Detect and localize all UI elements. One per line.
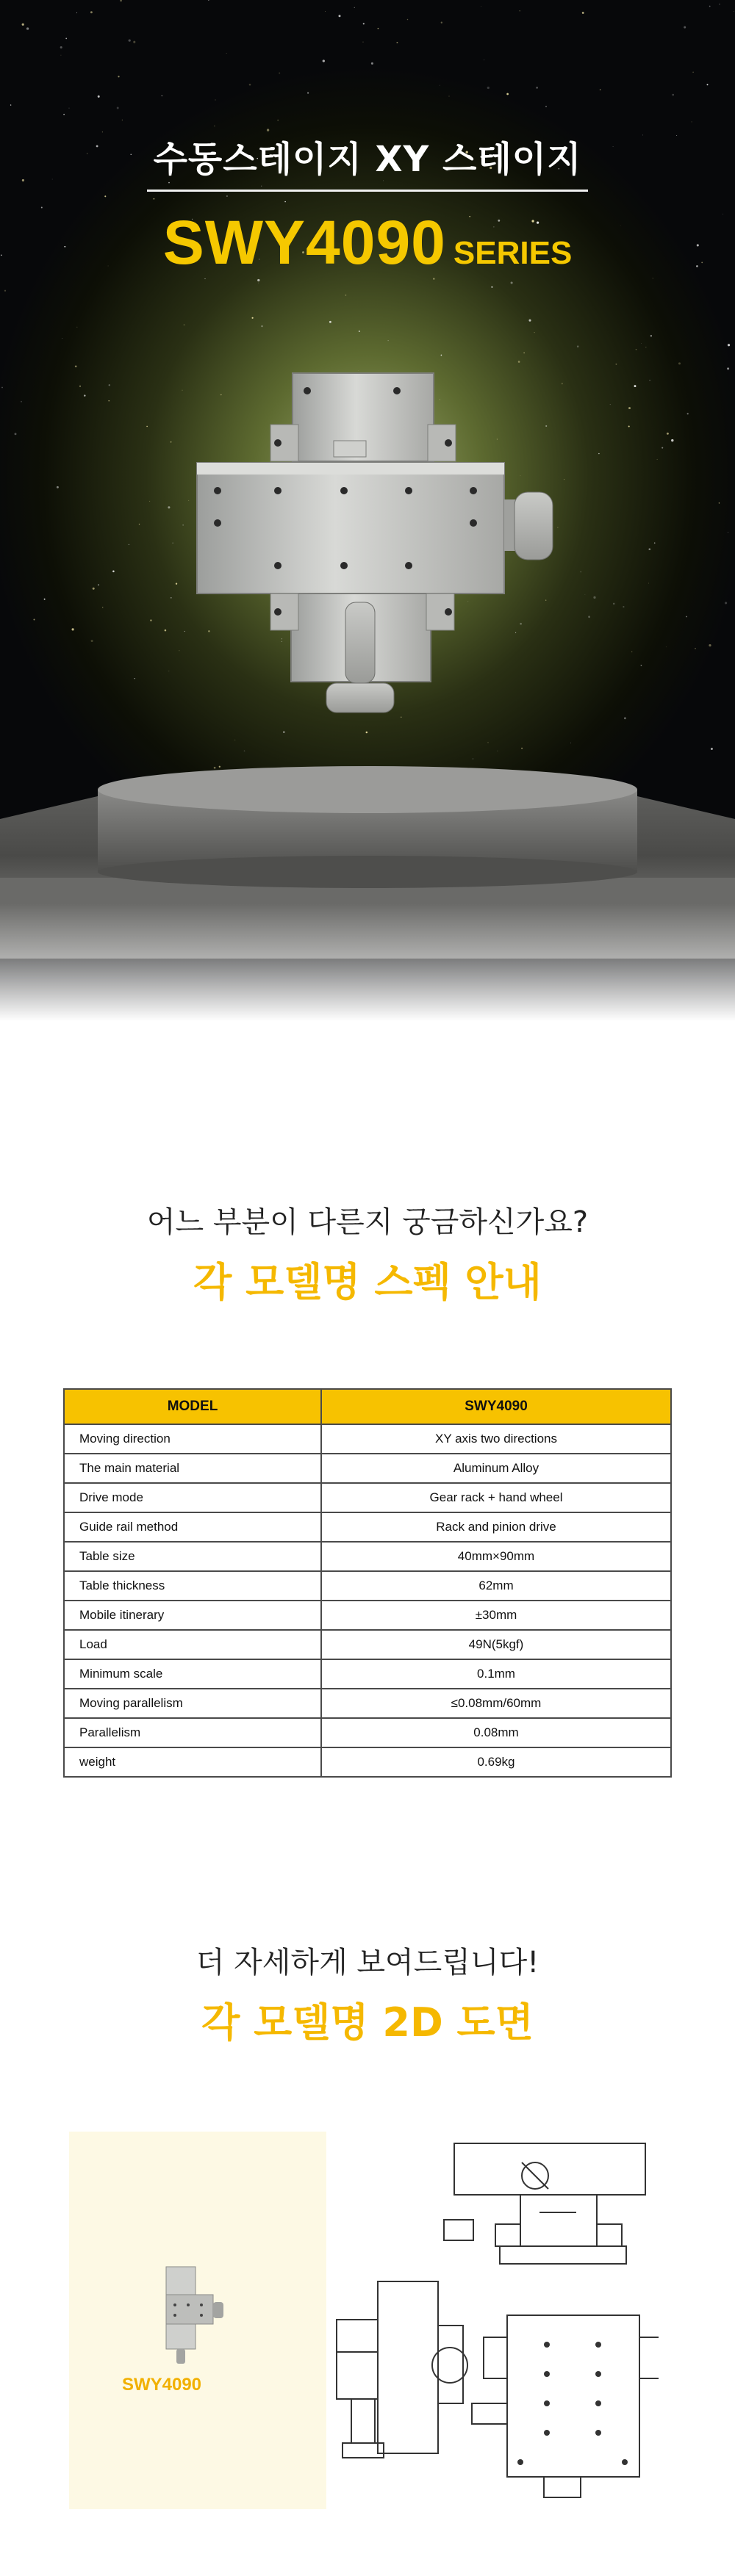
product-thumbnail <box>69 2132 326 2509</box>
display-podium <box>98 766 637 888</box>
spec-intro <box>0 1199 735 1307</box>
hero-title: 수동스테이지 XY 스테이지 <box>153 139 582 180</box>
hero-banner <box>0 0 735 1021</box>
xy-stage-model <box>197 373 553 712</box>
spec-key: Table thickness <box>64 1571 321 1601</box>
spec-value: XY axis two directions <box>321 1424 671 1454</box>
spec-key: The main material <box>64 1454 321 1483</box>
spec-table-header <box>64 1389 671 1424</box>
spec-table <box>63 1388 672 1778</box>
spec-key: Drive mode <box>64 1483 321 1512</box>
spec-key: Moving direction <box>64 1424 321 1454</box>
spec-value: Rack and pinion drive <box>321 1512 671 1542</box>
spec-key: Parallelism <box>64 1718 321 1747</box>
spec-row <box>64 1512 671 1542</box>
spec-row <box>64 1483 671 1512</box>
spec-key: Guide rail method <box>64 1512 321 1542</box>
spec-value: Aluminum Alloy <box>321 1454 671 1483</box>
spec-key: weight <box>64 1747 321 1777</box>
hero-series-suffix: SERIES <box>453 235 573 271</box>
spec-value: ≤0.08mm/60mm <box>321 1689 671 1718</box>
hero-fade <box>0 903 735 1021</box>
spec-key: Mobile itinerary <box>64 1601 321 1630</box>
hero-series-model: SWY4090 <box>162 208 446 277</box>
spec-row <box>64 1571 671 1601</box>
spec-header-value: SWY4090 <box>321 1389 671 1424</box>
spec-value: 0.08mm <box>321 1718 671 1747</box>
spec-value: Gear rack + hand wheel <box>321 1483 671 1512</box>
spec-row <box>64 1630 671 1659</box>
drawing-panel <box>69 2132 659 2509</box>
spec-key: Moving parallelism <box>64 1689 321 1718</box>
spec-row <box>64 1424 671 1454</box>
spec-row <box>64 1659 671 1689</box>
spec-key: Minimum scale <box>64 1659 321 1689</box>
spec-value: 0.1mm <box>321 1659 671 1689</box>
spec-value: ±30mm <box>321 1601 671 1630</box>
spec-intro-heading: 각 모델명 스펙 안내 <box>193 1259 542 1305</box>
spec-value: 62mm <box>321 1571 671 1601</box>
spec-key: Load <box>64 1630 321 1659</box>
drawing-intro <box>0 1939 735 2048</box>
spec-intro-question: 어느 부분이 다른지 궁금하신가요? <box>146 1205 589 1239</box>
spec-row <box>64 1747 671 1777</box>
spec-key: Table size <box>64 1542 321 1571</box>
spec-value: 49N(5kgf) <box>321 1630 671 1659</box>
spec-value: 0.69kg <box>321 1747 671 1777</box>
spec-header-key: MODEL <box>64 1389 321 1424</box>
spec-row <box>64 1718 671 1747</box>
spec-value: 40mm×90mm <box>321 1542 671 1571</box>
thumbnail-label: SWY4090 <box>121 2375 202 2395</box>
drawing-lines <box>326 2132 659 2509</box>
spec-row <box>64 1542 671 1571</box>
product-render <box>0 0 735 1021</box>
drawing-intro-question: 더 자세하게 보여드립니다! <box>196 1946 539 1980</box>
spec-row <box>64 1601 671 1630</box>
technical-drawing <box>326 2132 659 2509</box>
spec-row <box>64 1689 671 1718</box>
drawing-intro-heading: 각 모델명 2D 도면 <box>201 1999 534 2046</box>
spec-row <box>64 1454 671 1483</box>
